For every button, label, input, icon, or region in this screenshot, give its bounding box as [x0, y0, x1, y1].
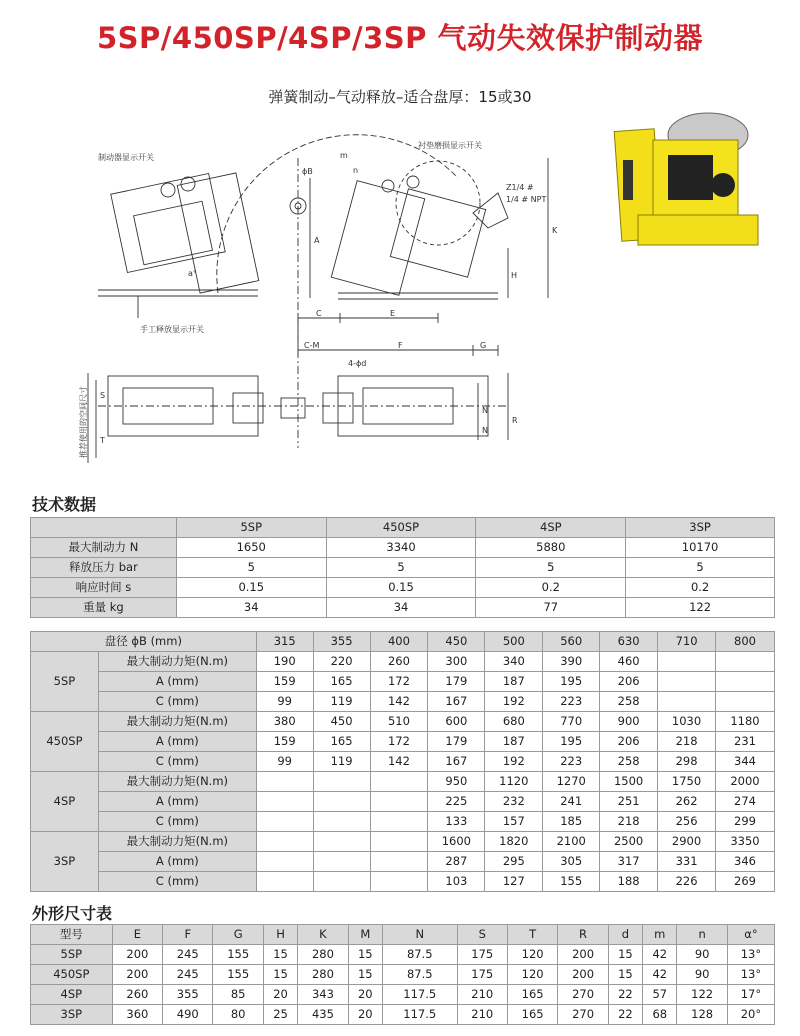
tech-header-cell	[31, 518, 177, 538]
table-cell: 120	[507, 965, 557, 985]
table-cell: 5	[326, 558, 476, 578]
table-cell	[370, 852, 428, 872]
dim-header-cell: F	[163, 925, 213, 945]
dim-header-cell: 型号	[31, 925, 113, 945]
model-cell: 5SP	[31, 652, 99, 712]
dim-R-label: R	[512, 416, 518, 425]
table-cell: 87.5	[382, 965, 457, 985]
tech-row-label: 最大制动力 N	[31, 538, 177, 558]
table-cell: 0.2	[476, 578, 626, 598]
table-cell: 15	[608, 965, 642, 985]
row-label-cell: C (mm)	[98, 752, 256, 772]
table-cell: 192	[485, 752, 543, 772]
table-cell: 155	[543, 872, 600, 892]
row-label-cell: 最大制动力矩(N.m)	[98, 772, 256, 792]
table-cell	[313, 872, 370, 892]
table-cell: 5	[626, 558, 775, 578]
table-cell: 380	[256, 712, 313, 732]
table-cell: 187	[485, 672, 543, 692]
table-cell: 85	[213, 985, 263, 1005]
table-cell: 270	[558, 1005, 608, 1025]
table-cell	[256, 812, 313, 832]
table-cell: 274	[716, 792, 775, 812]
table-cell: 119	[313, 752, 370, 772]
dim-N1-label: N	[482, 406, 488, 415]
disc-diameter-cell: 355	[313, 632, 370, 652]
table-cell: 600	[428, 712, 485, 732]
table-cell: 770	[543, 712, 600, 732]
table-cell	[313, 832, 370, 852]
table-cell: 192	[485, 692, 543, 712]
table-cell: 490	[163, 1005, 213, 1025]
table-cell: 3340	[326, 538, 476, 558]
table-cell	[313, 772, 370, 792]
table-cell	[256, 772, 313, 792]
table-cell: 206	[600, 732, 658, 752]
table-cell: 1820	[485, 832, 543, 852]
table-cell: 15	[263, 965, 297, 985]
table-cell: 280	[298, 965, 348, 985]
table-cell: 122	[677, 985, 727, 1005]
row-label-cell: A (mm)	[98, 792, 256, 812]
table-cell: 10170	[626, 538, 775, 558]
table-cell: 280	[298, 945, 348, 965]
table-cell: 119	[313, 692, 370, 712]
table-cell: 0.15	[326, 578, 476, 598]
table-cell: 210	[457, 1005, 507, 1025]
dim-header-cell: H	[263, 925, 297, 945]
tech-section-title: 技术数据	[32, 495, 97, 514]
table-cell: 155	[213, 945, 263, 965]
table-cell: 223	[543, 752, 600, 772]
table-cell: 218	[600, 812, 658, 832]
table-row	[31, 712, 775, 732]
table-cell: 5	[176, 558, 326, 578]
table-cell: 165	[507, 1005, 557, 1025]
table-cell: 344	[716, 752, 775, 772]
table-cell: 15	[263, 945, 297, 965]
tech-header-cell: 5SP	[176, 518, 326, 538]
dim-header-cell: S	[457, 925, 507, 945]
table-cell: 226	[658, 872, 716, 892]
dim-header-cell: n	[677, 925, 727, 945]
table-cell: 450	[313, 712, 370, 732]
table-cell: 2500	[600, 832, 658, 852]
disc-table	[30, 631, 775, 892]
table-cell: 34	[326, 598, 476, 618]
table-cell: 90	[677, 945, 727, 965]
table-cell: 179	[428, 672, 485, 692]
table-cell	[716, 672, 775, 692]
table-cell: 510	[370, 712, 428, 732]
dim-table	[30, 924, 775, 1025]
model-cell: 450SP	[31, 965, 113, 985]
table-cell: 258	[600, 752, 658, 772]
dim-N2-label: N	[482, 426, 488, 435]
table-row	[31, 652, 775, 672]
table-cell: 165	[313, 732, 370, 752]
table-cell: 300	[428, 652, 485, 672]
row-label-cell: A (mm)	[98, 852, 256, 872]
disc-diameter-cell: 315	[256, 632, 313, 652]
table-cell: 2100	[543, 832, 600, 852]
table-cell	[313, 812, 370, 832]
table-cell: 241	[543, 792, 600, 812]
dim-header-cell: N	[382, 925, 457, 945]
table-cell	[313, 792, 370, 812]
table-cell: 390	[543, 652, 600, 672]
tech-header-row	[31, 518, 775, 538]
disc-header-row	[31, 632, 775, 652]
dim-header-row	[31, 925, 775, 945]
table-cell: 245	[163, 965, 213, 985]
page-subtitle: 弹簧制动–气动释放–适合盘厚：15或30	[268, 88, 532, 106]
model-cell: 3SP	[31, 832, 99, 892]
table-cell: 195	[543, 732, 600, 752]
table-cell: 1030	[658, 712, 716, 732]
table-row	[31, 1005, 775, 1025]
table-cell: 223	[543, 692, 600, 712]
dim-header-cell: G	[213, 925, 263, 945]
table-cell: 167	[428, 752, 485, 772]
table-cell: 950	[428, 772, 485, 792]
table-cell: 99	[256, 692, 313, 712]
model-cell: 4SP	[31, 772, 99, 832]
row-label-cell: 最大制动力矩(N.m)	[98, 652, 256, 672]
table-cell: 346	[716, 852, 775, 872]
table-cell: 1650	[176, 538, 326, 558]
dim-E-label: E	[390, 309, 396, 318]
table-cell: 190	[256, 652, 313, 672]
table-cell: 435	[298, 1005, 348, 1025]
dim-n-label: n	[353, 166, 359, 175]
table-cell: 305	[543, 852, 600, 872]
table-cell: 5	[476, 558, 626, 578]
table-cell: 77	[476, 598, 626, 618]
row-label-cell: C (mm)	[98, 872, 256, 892]
dim-header-cell: α°	[727, 925, 774, 945]
dim-header-cell: M	[348, 925, 382, 945]
dim-alpha-label: a°	[188, 269, 197, 278]
table-cell: 179	[428, 732, 485, 752]
table-row	[31, 792, 775, 812]
disc-diameter-cell: 400	[370, 632, 428, 652]
table-cell	[716, 692, 775, 712]
table-cell: 331	[658, 852, 716, 872]
table-cell: 680	[485, 712, 543, 732]
dim-F-label: F	[398, 341, 403, 350]
model-cell: 5SP	[31, 945, 113, 965]
table-row	[31, 945, 775, 965]
tech-row-label: 重量 kg	[31, 598, 177, 618]
table-cell: 159	[256, 732, 313, 752]
table-cell: 117.5	[382, 985, 457, 1005]
table-cell	[256, 872, 313, 892]
table-cell: 360	[112, 1005, 162, 1025]
dim-header-cell: d	[608, 925, 642, 945]
table-cell: 15	[348, 965, 382, 985]
table-cell: 251	[600, 792, 658, 812]
table-cell: 245	[163, 945, 213, 965]
dim-header-cell: T	[507, 925, 557, 945]
tech-table	[30, 517, 775, 618]
table-cell: 22	[608, 985, 642, 1005]
disc-diameter-cell: 710	[658, 632, 716, 652]
table-cell: 231	[716, 732, 775, 752]
page-title: 5SP/450SP/4SP/3SP 气动失效保护制动器	[96, 21, 703, 55]
table-row	[31, 852, 775, 872]
table-cell: 20	[263, 985, 297, 1005]
table-cell: 17°	[727, 985, 774, 1005]
table-cell: 122	[626, 598, 775, 618]
table-cell: 157	[485, 812, 543, 832]
table-cell: 343	[298, 985, 348, 1005]
table-cell: 5880	[476, 538, 626, 558]
table-cell: 172	[370, 672, 428, 692]
table-cell	[313, 852, 370, 872]
table-cell: 22	[608, 1005, 642, 1025]
table-cell: 900	[600, 712, 658, 732]
table-cell: 206	[600, 672, 658, 692]
dim-header-cell: K	[298, 925, 348, 945]
row-label-cell: A (mm)	[98, 732, 256, 752]
table-cell: 299	[716, 812, 775, 832]
table-cell: 175	[457, 965, 507, 985]
table-cell: 200	[558, 945, 608, 965]
table-row	[31, 832, 775, 852]
table-cell: 90	[677, 965, 727, 985]
table-cell: 218	[658, 732, 716, 752]
thread-label-1: Z1/4 #	[506, 183, 534, 192]
disc-diameter-cell: 560	[543, 632, 600, 652]
row-label-cell: C (mm)	[98, 812, 256, 832]
table-cell: 159	[256, 672, 313, 692]
table-row	[31, 692, 775, 712]
dim-m-label: m	[340, 151, 348, 160]
table-cell: 13°	[727, 945, 774, 965]
model-cell: 450SP	[31, 712, 99, 772]
table-cell: 68	[643, 1005, 677, 1025]
table-cell: 2000	[716, 772, 775, 792]
table-cell: 0.15	[176, 578, 326, 598]
table-cell: 200	[558, 965, 608, 985]
table-cell: 260	[370, 652, 428, 672]
table-cell: 87.5	[382, 945, 457, 965]
table-cell: 187	[485, 732, 543, 752]
table-cell: 269	[716, 872, 775, 892]
row-label-cell: 最大制动力矩(N.m)	[98, 712, 256, 732]
table-row	[31, 965, 775, 985]
table-cell: 220	[313, 652, 370, 672]
table-cell: 258	[600, 692, 658, 712]
table-cell: 185	[543, 812, 600, 832]
table-cell: 355	[163, 985, 213, 1005]
table-cell: 127	[485, 872, 543, 892]
table-row	[31, 872, 775, 892]
table-cell: 142	[370, 752, 428, 772]
table-cell: 103	[428, 872, 485, 892]
disc-header-label: 盘径 ϕB (mm)	[31, 632, 257, 652]
dim-A-label: A	[314, 236, 320, 245]
table-cell	[256, 792, 313, 812]
table-cell: 120	[507, 945, 557, 965]
table-row	[31, 672, 775, 692]
table-cell: 128	[677, 1005, 727, 1025]
table-cell: 340	[485, 652, 543, 672]
table-cell: 3350	[716, 832, 775, 852]
table-cell: 2900	[658, 832, 716, 852]
dim-T-label: T	[100, 436, 105, 445]
table-row	[31, 772, 775, 792]
table-cell	[658, 652, 716, 672]
table-cell: 210	[457, 985, 507, 1005]
table-cell	[256, 832, 313, 852]
table-cell: 295	[485, 852, 543, 872]
manual-switch-label: 手工释放显示开关	[140, 325, 204, 334]
table-cell: 99	[256, 752, 313, 772]
table-cell	[716, 652, 775, 672]
table-cell: 260	[112, 985, 162, 1005]
table-cell: 15	[608, 945, 642, 965]
table-cell: 57	[643, 985, 677, 1005]
table-cell: 42	[643, 965, 677, 985]
table-cell	[370, 872, 428, 892]
table-cell: 460	[600, 652, 658, 672]
table-row	[31, 732, 775, 752]
dim-CM-label: C-M	[304, 341, 320, 350]
table-cell: 317	[600, 852, 658, 872]
phiB-label: ϕB	[302, 167, 313, 176]
dim-K-label: K	[552, 226, 558, 235]
table-cell: 270	[558, 985, 608, 1005]
table-cell: 165	[507, 985, 557, 1005]
tech-header-cell: 4SP	[476, 518, 626, 538]
tech-header-cell: 3SP	[626, 518, 775, 538]
table-row	[31, 985, 775, 1005]
table-cell: 1270	[543, 772, 600, 792]
table-cell: 262	[658, 792, 716, 812]
table-cell: 232	[485, 792, 543, 812]
table-cell: 167	[428, 692, 485, 712]
table-cell: 175	[457, 945, 507, 965]
table-cell: 13°	[727, 965, 774, 985]
tech-header-cell: 450SP	[326, 518, 476, 538]
thread-label-2: 1/4 # NPT	[506, 195, 547, 204]
table-cell: 225	[428, 792, 485, 812]
dim-header-cell: m	[643, 925, 677, 945]
table-cell: 200	[112, 945, 162, 965]
disc-diameter-cell: 630	[600, 632, 658, 652]
dim-section-title: 外形尺寸表	[32, 904, 113, 923]
table-cell: 188	[600, 872, 658, 892]
table-cell: 80	[213, 1005, 263, 1025]
table-cell: 298	[658, 752, 716, 772]
table-cell: 20	[348, 1005, 382, 1025]
table-cell: 15	[348, 945, 382, 965]
table-row	[31, 538, 775, 558]
table-row	[31, 812, 775, 832]
tech-row-label: 释放压力 bar	[31, 558, 177, 578]
disc-diameter-cell: 500	[485, 632, 543, 652]
dim-H-label: H	[511, 271, 518, 280]
table-cell: 1600	[428, 832, 485, 852]
row-label-cell: C (mm)	[98, 692, 256, 712]
table-row	[31, 578, 775, 598]
disc-diameter-cell: 450	[428, 632, 485, 652]
table-cell: 42	[643, 945, 677, 965]
dim-header-cell: E	[112, 925, 162, 945]
table-cell: 25	[263, 1005, 297, 1025]
table-cell: 20	[348, 985, 382, 1005]
dim-S-label: S	[100, 391, 106, 400]
table-cell	[370, 792, 428, 812]
table-cell	[370, 832, 428, 852]
table-row	[31, 752, 775, 772]
disc-diameter-cell: 800	[716, 632, 775, 652]
table-cell	[370, 812, 428, 832]
dim-header-cell: R	[558, 925, 608, 945]
table-cell: 256	[658, 812, 716, 832]
table-row	[31, 598, 775, 618]
table-cell: 34	[176, 598, 326, 618]
table-cell	[658, 672, 716, 692]
brake-switch-label: 制动器显示开关	[98, 153, 154, 162]
table-row	[31, 558, 775, 578]
table-cell: 1180	[716, 712, 775, 732]
table-cell: 172	[370, 732, 428, 752]
table-cell: 200	[112, 965, 162, 985]
dim-C-label: C	[316, 309, 322, 318]
table-cell: 142	[370, 692, 428, 712]
table-cell	[256, 852, 313, 872]
table-cell: 155	[213, 965, 263, 985]
product-photo	[598, 100, 768, 260]
table-cell: 1120	[485, 772, 543, 792]
row-label-cell: 最大制动力矩(N.m)	[98, 832, 256, 852]
tech-row-label: 响应时间 s	[31, 578, 177, 598]
table-cell: 287	[428, 852, 485, 872]
model-cell: 4SP	[31, 985, 113, 1005]
table-cell: 133	[428, 812, 485, 832]
table-cell: 165	[313, 672, 370, 692]
phid-label: 4-ϕd	[348, 359, 367, 368]
technical-drawing	[78, 118, 598, 470]
table-cell: 195	[543, 672, 600, 692]
row-label-cell: A (mm)	[98, 672, 256, 692]
table-cell: 1500	[600, 772, 658, 792]
pad-switch-label: 衬垫磨损显示开关	[418, 141, 482, 150]
table-cell: 20°	[727, 1005, 774, 1025]
table-cell: 0.2	[626, 578, 775, 598]
model-cell: 3SP	[31, 1005, 113, 1025]
table-cell	[658, 692, 716, 712]
table-cell	[370, 772, 428, 792]
space-note-label: 推荐使用的空间尺寸	[79, 386, 88, 458]
dim-G-label: G	[480, 341, 487, 350]
table-cell: 117.5	[382, 1005, 457, 1025]
table-cell: 1750	[658, 772, 716, 792]
